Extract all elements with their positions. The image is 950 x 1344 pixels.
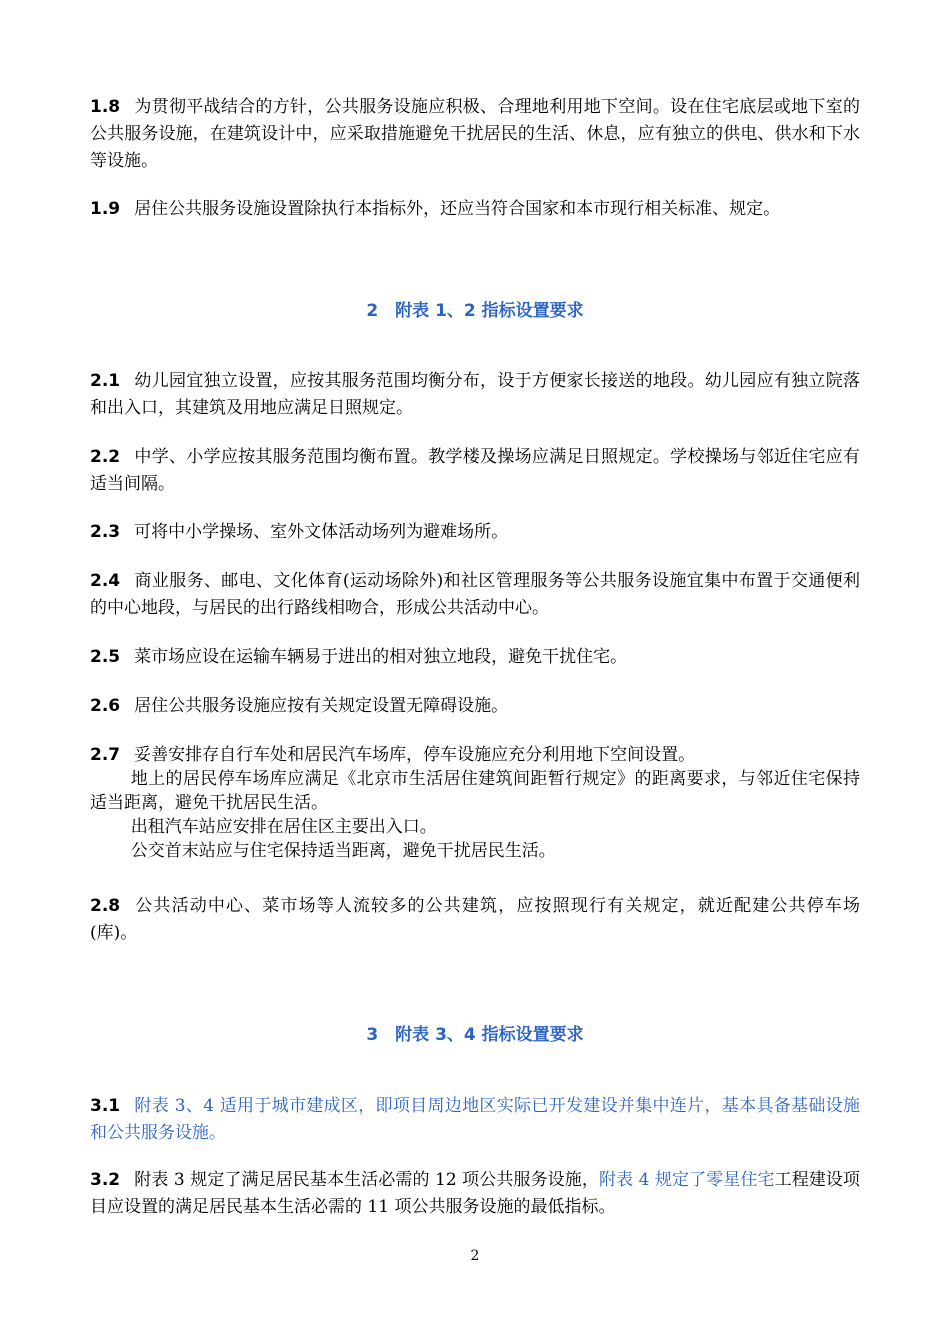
sub-paragraph-taxi: 出租汽车站应安排在居住区主要出入口。: [130, 817, 437, 837]
clause-text: 公共活动中心、菜市场等人流较多的公共建筑，应按照现行有关规定，就近配建公共停车场(库)。: [90, 896, 860, 943]
section-heading-2: 2 附表 1、2 指标设置要求: [366, 301, 584, 321]
clause-number: 2.1: [90, 371, 121, 391]
clause-text: 附表 3、4 适用于城市建成区，即项目周边地区实际已开发建设并集中连片，基本具备基础设施和公共服务设施。: [90, 1096, 860, 1143]
paragraph-2-5: [90, 644, 860, 671]
clause-number: 1.9: [90, 199, 121, 219]
clause-number: 2.6: [90, 696, 121, 716]
paragraph-2-7: [90, 743, 860, 863]
clause-text-c: 工程建设项目应设置的满足居民基本生活必需的 11 项公共服务设施的最低指标。: [90, 1170, 861, 1217]
paragraph-2-2: [90, 444, 860, 498]
clause-number: 2.2: [90, 447, 121, 467]
clause-number: 2.7: [90, 745, 121, 765]
paragraph-2-1: [90, 368, 860, 422]
paragraph-3-1: [90, 1093, 860, 1147]
paragraph-2-4: [90, 568, 860, 622]
clause-number: 2.8: [90, 896, 121, 916]
paragraph-3-2: [90, 1167, 860, 1221]
clause-number: 3.2: [90, 1170, 121, 1190]
clause-text-highlight: 附表 4 规定了零星住宅: [598, 1170, 775, 1190]
clause-number: 3.1: [90, 1096, 121, 1116]
clause-number: 2.4: [90, 571, 121, 591]
clause-text-a: 附表 3 规定了满足居民基本生活必需的 12 项公共服务设施，: [134, 1170, 599, 1190]
clause-text: 居住公共服务设施应按有关规定设置无障碍设施。: [134, 696, 509, 716]
paragraph-2-6: [90, 693, 860, 720]
clause-text: 为贯彻平战结合的方针，公共服务设施应积极、合理地利用地下空间。设在住宅底层或地下室的公共服务设施，在建筑设计中，应采取措施避免干扰居民的生活、休息，应有独立的供电、供水和下水等设施。: [90, 97, 860, 171]
clause-number: 1.8: [90, 97, 121, 117]
sub-paragraph-parking: 地上的居民停车场库应满足《北京市生活居住建筑间距暂行规定》的距离要求，与邻近住宅保持适当距离，避免干扰居民生活。: [90, 769, 860, 813]
clause-text: 幼儿园宜独立设置，应按其服务范围均衡分布，设于方便家长接送的地段。幼儿园应有独立院落和出入口，其建筑及用地应满足日照规定。: [90, 371, 860, 418]
clause-text: 菜市场应设在运输车辆易于进出的相对独立地段，避免干扰住宅。: [134, 647, 628, 667]
paragraph-2-3: [90, 519, 860, 546]
section-heading-3: 3 附表 3、4 指标设置要求: [366, 1025, 584, 1045]
paragraph-1-9: [90, 196, 860, 223]
clause-text: 商业服务、邮电、文化体育(运动场除外)和社区管理服务等公共服务设施宜集中布置于交通便利的中心地段，与居民的出行路线相吻合，形成公共活动中心。: [90, 571, 860, 618]
clause-text: 可将中小学操场、室外文体活动场列为避难场所。: [134, 522, 509, 542]
clause-number: 2.5: [90, 647, 121, 667]
page-number: 2: [470, 1248, 480, 1264]
clause-number: 2.3: [90, 522, 121, 542]
clause-text: 居住公共服务设施设置除执行本指标外，还应当符合国家和本市现行相关标准、规定。: [134, 199, 781, 219]
paragraph-1-8: [90, 94, 860, 175]
clause-text: 妥善安排存自行车处和居民汽车场库，停车设施应充分利用地下空间设置。: [134, 745, 696, 765]
sub-paragraph-bus: 公交首末站应与住宅保持适当距离，避免干扰居民生活。: [130, 841, 556, 861]
paragraph-2-8: [90, 893, 860, 947]
clause-text: 中学、小学应按其服务范围均衡布置。教学楼及操场应满足日照规定。学校操场与邻近住宅应有适当间隔。: [90, 447, 860, 494]
